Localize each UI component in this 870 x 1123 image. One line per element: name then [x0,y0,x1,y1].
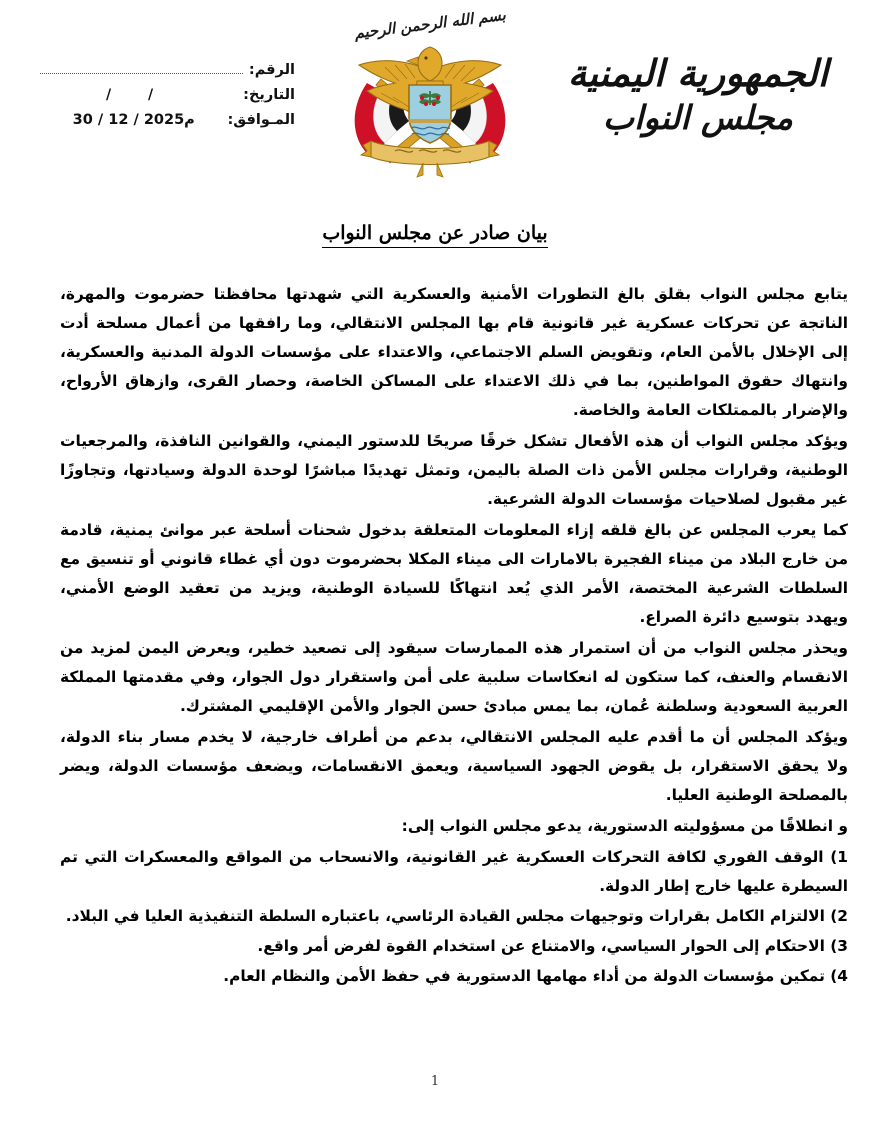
reference-date-value: / / [106,87,170,103]
demand-item: 3) الاحتكام إلى الحوار السياسي، والامتناع عن استخدام القوة لفرض أمر واقع. [257,937,848,955]
reference-gregorian-label: المـوافق: [227,112,295,128]
yemen-national-emblem-icon [337,31,523,181]
paragraph: كما يعرب المجلس عن بالغ قلقه إزاء المعلومات المتعلقة بدخول شحنات أسلحة عبر موانئ يمنية، قادمة من خارج البلاد من ميناء الفجيرة بالامارات الى ميناء المكلا بحضرموت دون أي غطاء قانوني أو تنسيق مع السلطات الشرعية المختصة، الأمر الذي يُعد انتهاكًا للسيادة الوطنية، ويزيد من تعقيد الوضع الأمني، ويهدد بتوسيع دائرة الصراع. [60,521,848,626]
letterhead [0,0,870,200]
document-title-text: بيان صادر عن مجلس النواب [322,222,547,248]
paragraph: يتابع مجلس النواب بقلق بالغ التطورات الأمنية والعسكرية التي شهدتها محافظتا حضرموت والمهرة، الناتجة عن تحركات عسكرية غير قانونية قام بها المجلس الانتقالي، وما رافقها من أعمال مسلحة أدت إلى الإخلال بالأمن العام، وتقويض السلم الاجتماعي، والاعتداء على مؤسسات الدولة المدنية والعسكرية، وانتهاك حقوق المواطنين، بما في ذلك الاعتداء على المساكن الخاصة، وحصار القرى، وازهاق الأرواح، والإضرار بالممتلكات العامة والخاصة. [60,285,848,419]
institution-name: مجلس النواب [603,97,793,137]
demand-item: 2) الالتزام الكامل بقرارات وتوجيهات مجلس القيادة الرئاسي، باعتباره السلطة التنفيذية العليا في البلاد. [65,907,848,925]
reference-fields [40,62,295,137]
institution-brand [548,52,848,137]
reference-gregorian-value: 30 / 12 / 2025م [72,112,195,128]
document-title [0,222,870,248]
reference-number-dotted-line [40,65,243,74]
demands-intro: و انطلاقًا من مسؤوليته الدستورية، يدعو مجلس النواب إلى: [401,817,848,835]
document-body [60,280,848,992]
reference-date-label: التاريخ: [243,87,295,103]
reference-gregorian-row [40,112,295,128]
basmala-text: بسم الله الرحمن الرحيم [353,5,507,43]
demand-item: 1) الوقف الفوري لكافة التحركات العسكرية غير القانونية، والانسحاب من المواقع والمعسكرات التي تم السيطرة عليها خارج إطار الدولة. [60,848,848,895]
paragraph: ويؤكد المجلس أن ما أقدم عليه المجلس الانتقالي، بدعم من أطراف خارجية، لا يخدم مسار بناء الدولة، ولا يحقق الاستقرار، بل يقوض الجهود السياسية، ويعمق الانقسامات، ويضعف مؤسسات الدولة، ويضر بالمصلحة الوطنية العليا. [60,728,848,804]
paragraph: ويؤكد مجلس النواب أن هذه الأفعال تشكل خرقًا صريحًا للدستور اليمني، والقوانين النافذة، والمرجعيات الوطنية، وقرارات مجلس الأمن ذات الصلة باليمن، وتمثل تهديدًا مباشرًا لوحدة الدولة وسيادتها، وتجاوزًا غير مقبول لصلاحيات مؤسسات الدولة الشرعية. [60,432,848,508]
paragraph: ويحذر مجلس النواب من أن استمرار هذه الممارسات سيقود إلى تصعيد خطير، ويعرض اليمن لمزيد من الانقسام والعنف، كما ستكون له انعكاسات سلبية على أمن واستقرار دول الجوار، وفي مقدمتها المملكة العربية السعودية وسلطنة عُمان، بما يمس مبادئ حسن الجوار والأمن الإقليمي المشترك. [60,639,848,715]
page-number: 1 [430,1074,440,1089]
reference-number-row [40,62,295,78]
reference-date-row [40,87,295,103]
demand-item: 4) تمكين مؤسسات الدولة من أداء مهامها الدستورية في حفظ الأمن والنظام العام. [223,967,848,985]
reference-number-label: الرقم: [248,62,295,78]
emblem-block [332,5,528,192]
country-name: الجمهورية اليمنية [567,51,829,95]
